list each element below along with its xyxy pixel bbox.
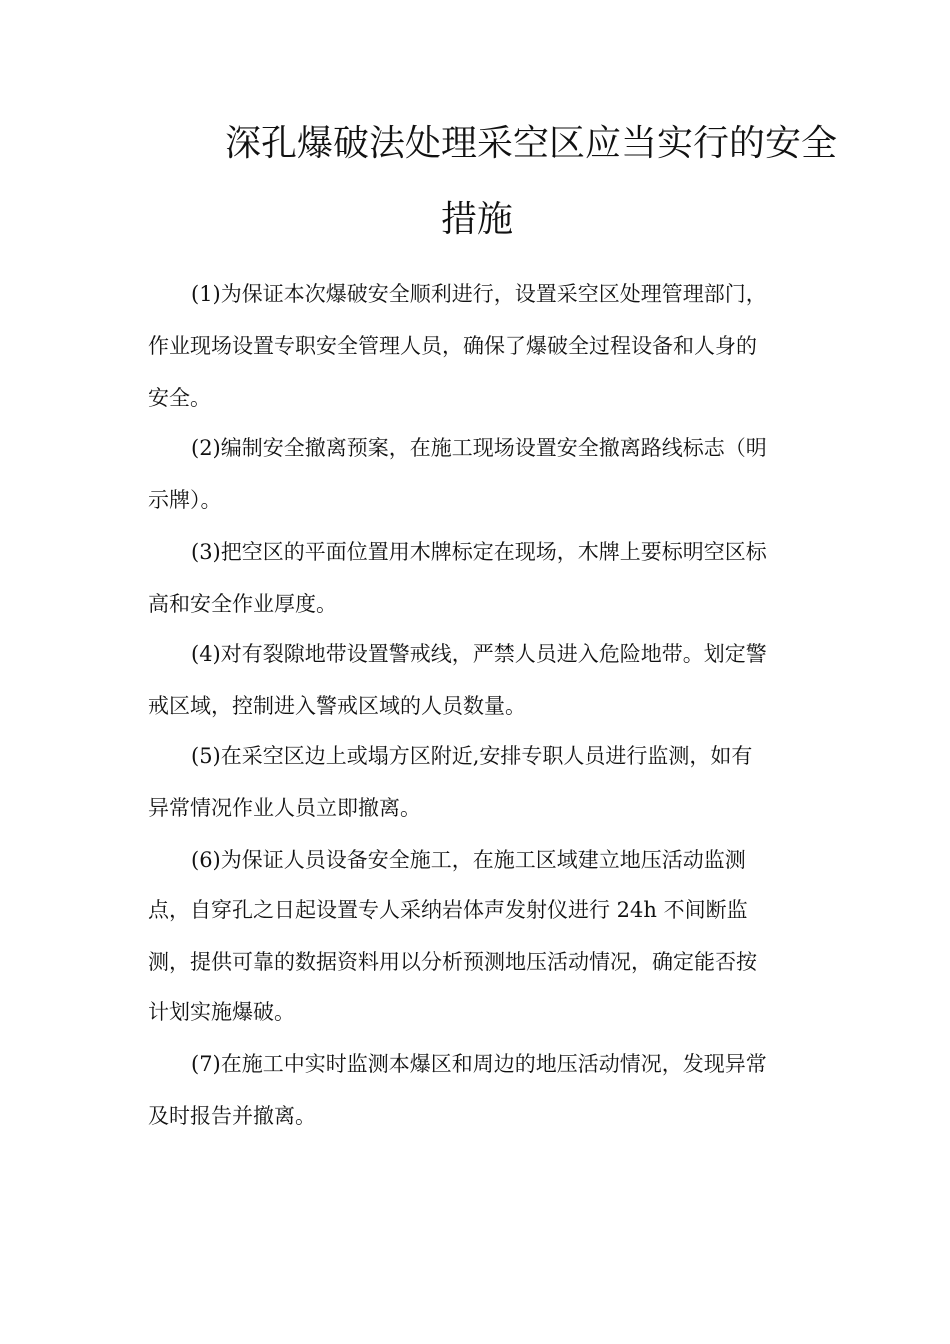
- paragraph-line: 及时报告并撤离。: [148, 1104, 316, 1128]
- paragraph-line: (5)在采空区边上或塌方区附近,安排专职人员进行监测，如有: [191, 744, 753, 768]
- document-title-line-2: 措施: [441, 199, 514, 240]
- paragraph-line: 示牌）。: [148, 488, 222, 512]
- paragraph-line: (7)在施工中实时监测本爆区和周边的地压活动情况，发现异常: [191, 1052, 767, 1076]
- paragraph-line: 作业现场设置专职安全管理人员，确保了爆破全过程设备和人身的: [148, 334, 757, 358]
- paragraph-line: (3)把空区的平面位置用木牌标定在现场，木牌上要标明空区标: [191, 540, 767, 564]
- paragraph-line: (6)为保证人员设备安全施工，在施工区域建立地压活动监测: [191, 848, 746, 872]
- paragraph-line: 异常情况作业人员立即撤离。: [148, 796, 421, 820]
- paragraph-line: (2)编制安全撤离预案，在施工现场设置安全撤离路线标志（明: [191, 436, 767, 460]
- paragraph-line: (1)为保证本次爆破安全顺利进行，设置采空区处理管理部门，: [191, 282, 767, 306]
- paragraph-line: 高和安全作业厚度。: [148, 592, 337, 616]
- paragraph-line: 计划实施爆破。: [148, 1000, 295, 1024]
- paragraph-line: 点，自穿孔之日起设置专人采纳岩体声发射仪进行 24h 不间断监: [148, 898, 748, 922]
- paragraph-line: 测，提供可靠的数据资料用以分析预测地压活动情况，确定能否按: [148, 950, 757, 974]
- paragraph-line: (4)对有裂隙地带设置警戒线，严禁人员进入危险地带。划定警: [191, 642, 767, 666]
- paragraph-line: 戒区域，控制进入警戒区域的人员数量。: [148, 694, 526, 718]
- paragraph-line: 安全。: [148, 386, 211, 410]
- document-title-line-1: 深孔爆破法处理采空区应当实行的安全: [225, 123, 838, 164]
